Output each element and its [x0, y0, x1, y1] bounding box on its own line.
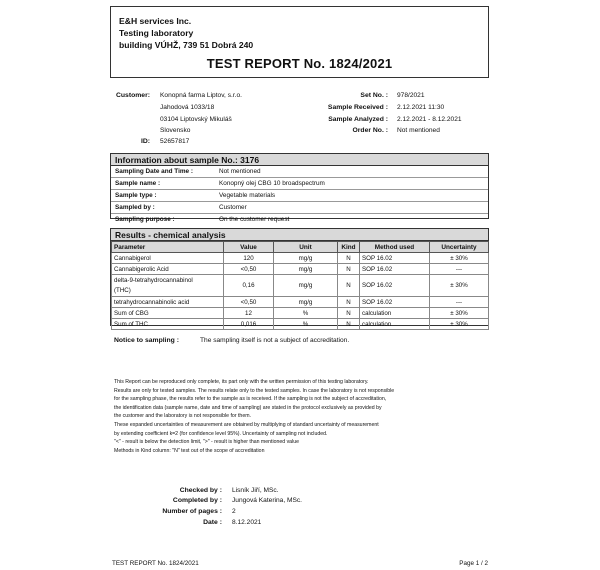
- cell-method: SOP 16.02: [360, 275, 430, 297]
- customer-line-4: Slovensko: [160, 127, 191, 134]
- info-value: Not mentioned: [215, 166, 488, 178]
- note-line: for the sampling phase, the results refer to the sample as is received. If the sampling is not the subject of accreditation,: [114, 396, 387, 403]
- parameter-line-1: delta-9-tetrahydrocannabinol: [114, 276, 193, 284]
- sample-info-table: [111, 166, 488, 225]
- info-row: [111, 178, 488, 190]
- cell-parameter: Sum of CBG: [112, 308, 224, 319]
- set-no-value: 978/2021: [397, 92, 425, 99]
- customer-line-3: 03104 Liptovský Mikuláš: [160, 116, 232, 123]
- cell-value: 12: [224, 308, 274, 319]
- cell-unit: %: [274, 308, 338, 319]
- cell-value: 120: [224, 253, 274, 264]
- col-unit: Unit: [274, 242, 338, 253]
- sample-analyzed-label: Sample Analyzed :: [328, 116, 388, 123]
- note-line: These expanded uncertainties of measurement are obtained by multiplying of standard uncertainty of measurement: [114, 421, 379, 428]
- cell-value: 0,016: [224, 319, 274, 330]
- cell-method: SOP 16.02: [360, 264, 430, 275]
- cell-uncertainty: ---: [430, 264, 489, 275]
- lab-header-box: [110, 6, 489, 78]
- sample-info-section: [110, 153, 489, 223]
- table-row: [112, 253, 489, 264]
- info-key: Sample name :: [111, 178, 215, 190]
- cell-parameter: tetrahydrocannabinolic acid: [112, 297, 224, 308]
- cell-kind: N: [338, 253, 360, 264]
- col-kind: Kind: [338, 242, 360, 253]
- results-section: [110, 228, 489, 326]
- footer-report-number: TEST REPORT No. 1824/2021: [112, 560, 199, 567]
- set-no-label: Set No. :: [360, 92, 388, 99]
- completed-by-value: Jungová Katerina, MSc.: [232, 497, 303, 504]
- cell-unit: mg/g: [274, 297, 338, 308]
- cell-method: calculation: [360, 308, 430, 319]
- report-notes: [114, 378, 486, 455]
- info-value: On the customer request: [219, 216, 290, 223]
- col-uncertainty: Uncertainty: [430, 242, 489, 253]
- cell-unit: mg/g: [274, 275, 338, 297]
- order-no-label: Order No. :: [352, 127, 388, 134]
- col-method: Method used: [360, 242, 430, 253]
- cell-parameter: [112, 275, 224, 297]
- customer-id-label: ID:: [140, 138, 150, 145]
- cell-method: calculation: [360, 319, 430, 330]
- table-row: [112, 308, 489, 319]
- info-row: [111, 214, 488, 226]
- sample-received-value: 2.12.2021 11:30: [397, 104, 445, 111]
- cell-kind: N: [338, 308, 360, 319]
- info-value: Vegetable materials: [215, 190, 488, 202]
- cell-unit: mg/g: [274, 253, 338, 264]
- customer-line-2: Jahodová 1033/18: [160, 104, 215, 111]
- cell-uncertainty: ± 30%: [430, 253, 489, 264]
- note-line: the customer and the laboratory is not responsible for them.: [114, 413, 251, 420]
- info-value: Customer: [215, 202, 488, 214]
- table-row: [112, 275, 489, 297]
- cell-value: <0,50: [224, 297, 274, 308]
- pages-label: Number of pages :: [162, 508, 222, 515]
- table-row: [112, 264, 489, 275]
- customer-line-1: Konopná farma Liptov, s.r.o.: [160, 92, 242, 99]
- col-parameter: Parameter: [112, 242, 224, 253]
- note-line: Methods in Kind column: "N" test out of the scope of accreditation: [114, 447, 265, 454]
- sample-analyzed-value: 2.12.2021 - 8.12.2021: [397, 116, 462, 123]
- cell-kind: N: [338, 297, 360, 308]
- info-key: Sampling purpose :: [115, 216, 175, 223]
- cell-method: SOP 16.02: [360, 253, 430, 264]
- date-value: 8.12.2021: [232, 519, 262, 526]
- notice-text: The sampling itself is not a subject of accreditation.: [200, 337, 350, 344]
- sample-received-label: Sample Received :: [327, 104, 388, 111]
- cell-uncertainty: ± 30%: [430, 275, 489, 297]
- checked-by-label: Checked by :: [179, 487, 222, 494]
- note-line: the identification data (sample name, date and time of sampling) are stated in the protocol exclusively as provided by: [114, 404, 382, 411]
- note-line: This Report can be reproduced only complete, its part only with the written permission of this testing laboratory.: [114, 379, 369, 385]
- lab-department: Testing laboratory: [119, 28, 194, 38]
- table-row: [112, 297, 489, 308]
- results-table: [111, 241, 489, 330]
- cell-uncertainty: ± 30%: [430, 319, 489, 330]
- info-row: [111, 202, 488, 214]
- results-title: Results - chemical analysis: [111, 229, 488, 241]
- cell-value: <0,50: [224, 264, 274, 275]
- note-line: "<" - result is below the detection limit, ">" - result is higher than mentioned value: [114, 439, 299, 446]
- pages-value: 2: [232, 508, 236, 515]
- cell-parameter: Cannabigerol: [112, 253, 224, 264]
- cell-method: SOP 16.02: [360, 297, 430, 308]
- date-label: Date :: [203, 519, 222, 526]
- table-row: [112, 319, 489, 330]
- cell-kind: N: [338, 319, 360, 330]
- info-key: Sample type :: [111, 190, 215, 202]
- footer-page-number: Page 1 / 2: [459, 560, 488, 567]
- parameter-line-2: (THC): [114, 286, 131, 294]
- lab-address: building VÚHŽ, 739 51 Dobrá 240: [119, 40, 254, 50]
- lab-name: E&H services Inc.: [119, 16, 192, 26]
- cell-kind: N: [338, 275, 360, 297]
- order-no-value: Not mentioned: [397, 127, 440, 134]
- cell-uncertainty: ± 30%: [430, 308, 489, 319]
- completed-by-label: Completed by :: [172, 497, 222, 504]
- cell-uncertainty: ---: [430, 297, 489, 308]
- info-key: Sampling Date and Time :: [111, 166, 215, 178]
- sample-info-title: Information about sample No.: 3176: [111, 154, 488, 166]
- cell-parameter: Sum of THC: [112, 319, 224, 330]
- cell-parameter: Cannabigerolic Acid: [112, 264, 224, 275]
- col-value: Value: [224, 242, 274, 253]
- customer-label: Customer:: [116, 92, 150, 99]
- note-line: by extending coefficient k=2 (for confidence level 95%). Uncertainty of sampling not included.: [114, 430, 328, 437]
- info-value: Konopný olej CBG 10 broadspectrum: [215, 178, 488, 190]
- customer-id: 52657817: [160, 138, 190, 145]
- report-title: TEST REPORT No. 1824/2021: [206, 56, 393, 71]
- info-key: Sampled by :: [111, 202, 215, 214]
- checked-by-value: Lisník Jiří, MSc.: [232, 487, 279, 494]
- info-row: [111, 166, 488, 178]
- info-row: [111, 190, 488, 202]
- note-line: Results are only for tested samples. The results relate only to the tested samples. In case the laboratory is not responsible: [114, 387, 395, 394]
- notice-label: Notice to sampling :: [114, 337, 179, 344]
- cell-unit: %: [274, 319, 338, 330]
- cell-unit: mg/g: [274, 264, 338, 275]
- cell-value: 0,16: [224, 275, 274, 297]
- cell-kind: N: [338, 264, 360, 275]
- results-header-row: [112, 242, 489, 253]
